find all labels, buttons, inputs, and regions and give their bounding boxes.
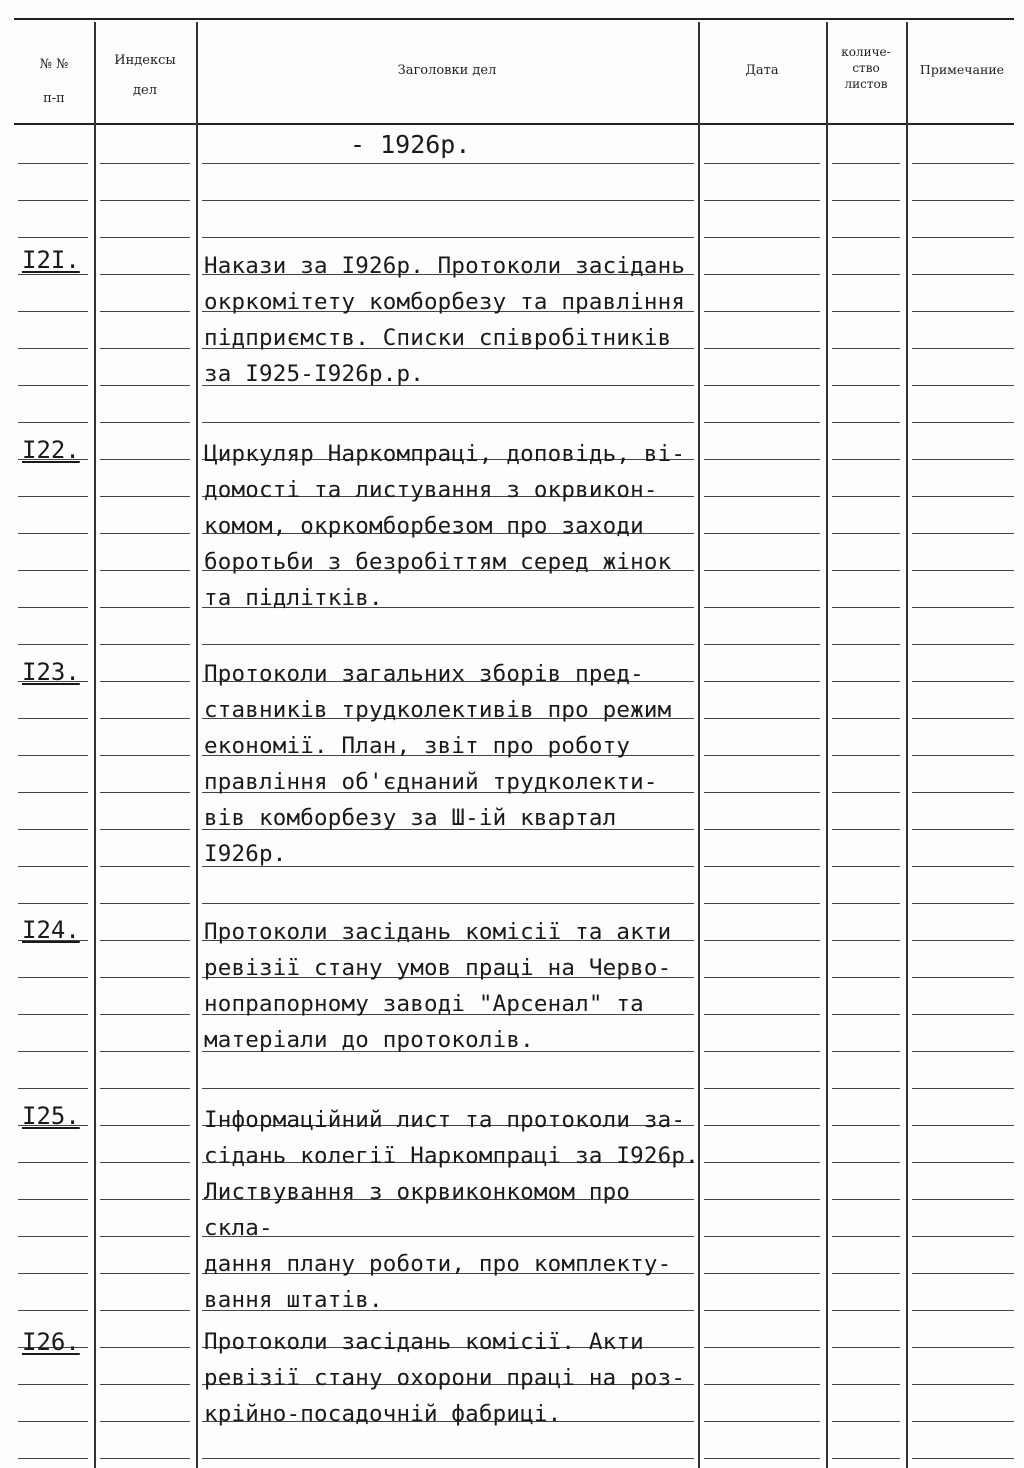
ruling-dash: [912, 348, 1014, 349]
ruling-dash: [832, 644, 900, 645]
ruling-dash: [704, 1421, 820, 1422]
ruling-dash: [100, 644, 190, 645]
ruling-dash: [100, 1347, 190, 1348]
ruling-dash: [832, 385, 900, 386]
ruling-dash: [100, 311, 190, 312]
ruling-dash: [100, 1162, 190, 1163]
ruling-dash: [100, 570, 190, 571]
ruling-dash: [912, 163, 1014, 164]
ruling-dash: [912, 1421, 1014, 1422]
ruling-dash: [100, 1384, 190, 1385]
ruling-dash: [704, 348, 820, 349]
ruling-dash: [832, 200, 900, 201]
ruling-dash: [100, 792, 190, 793]
ruling-dash: [704, 866, 820, 867]
ruling-dash: [704, 977, 820, 978]
ruling-dash: [18, 977, 88, 978]
ruling-dash: [18, 385, 88, 386]
header-col-num: № № п-п: [39, 57, 69, 106]
ruling-dash: [18, 1014, 88, 1015]
ruling-dash: [704, 1310, 820, 1311]
ruling-dash: [18, 200, 88, 201]
ruling-dash: [100, 1273, 190, 1274]
ruling-dash: [100, 163, 190, 164]
ruling-dash: [832, 348, 900, 349]
ruling-dash: [704, 1014, 820, 1015]
ruling-dash: [912, 829, 1014, 830]
ruling-dash: [832, 940, 900, 941]
ruling-dash: [100, 977, 190, 978]
ruling-dash: [912, 1458, 1014, 1459]
ruling-dash: [832, 1273, 900, 1274]
ruling-dash: [18, 1310, 88, 1311]
ruling-dash: [832, 792, 900, 793]
column-rule: [196, 22, 198, 1468]
ruling-dash: [18, 829, 88, 830]
ruling-dash: [912, 607, 1014, 608]
ruling-dash: [704, 496, 820, 497]
ruling-dash: [832, 1051, 900, 1052]
ruling-dash: [704, 422, 820, 423]
ruling-dash: [832, 570, 900, 571]
ruling-dash: [912, 274, 1014, 275]
ruling-dash: [100, 681, 190, 682]
ruling-dash: [832, 718, 900, 719]
entry-title: Інформаційний лист та протоколи за- сідань колегії Наркомпраці за I926р. Листвування з окрвиконкомом про скла- дання плану роботи, про комплекту- вання штатів.: [204, 1107, 699, 1313]
ruling-dash: [100, 274, 190, 275]
ruling-dash: [912, 1236, 1014, 1237]
ruling-dash: [704, 385, 820, 386]
ruling-dash: [100, 496, 190, 497]
table-top-border: [14, 18, 1014, 20]
ruling-dash: [202, 1458, 694, 1459]
entry-title: Протоколи загальних зборів пред- ставників трудколективів про режим економії. План, звіт про роботу правління об'єднаний трудколекти- вів комборбезу за Ш-ій квартал I926р.: [204, 661, 672, 867]
ruling-dash: [704, 1384, 820, 1385]
ruling-dash: [100, 1421, 190, 1422]
ruling-dash: [832, 274, 900, 275]
ruling-dash: [832, 1421, 900, 1422]
entry-number: I23.: [22, 658, 80, 686]
column-rule: [826, 22, 828, 1468]
ruling-dash: [100, 1088, 190, 1089]
ruling-dash: [704, 1236, 820, 1237]
ruling-dash: [832, 1199, 900, 1200]
ruling-dash: [912, 200, 1014, 201]
ruling-dash: [912, 1051, 1014, 1052]
ruling-dash: [100, 755, 190, 756]
ruling-dash: [100, 829, 190, 830]
ruling-dash: [832, 459, 900, 460]
ruling-dash: [18, 792, 88, 793]
ruling-dash: [202, 903, 694, 904]
ruling-dash: [100, 533, 190, 534]
header-col-sheets: количе- ство листов: [841, 45, 891, 91]
ruling-dash: [18, 348, 88, 349]
ruling-dash: [832, 1310, 900, 1311]
ruling-dash: [704, 1088, 820, 1089]
ruling-dash: [202, 644, 694, 645]
ruling-dash: [832, 829, 900, 830]
ruling-dash: [100, 903, 190, 904]
ruling-dash: [18, 1199, 88, 1200]
ruling-dash: [912, 533, 1014, 534]
ruling-dash: [100, 1458, 190, 1459]
ruling-dash: [832, 1347, 900, 1348]
ruling-dash: [912, 903, 1014, 904]
ruling-dash: [832, 1014, 900, 1015]
ruling-dash: [912, 459, 1014, 460]
entry-number: I24.: [22, 916, 80, 944]
ruling-dash: [100, 718, 190, 719]
ruling-dash: [912, 385, 1014, 386]
entry-number: I26.: [22, 1328, 80, 1356]
ruling-dash: [912, 422, 1014, 423]
ruling-dash: [100, 459, 190, 460]
ruling-dash: [832, 311, 900, 312]
ruling-dash: [832, 1384, 900, 1385]
ruling-dash: [832, 977, 900, 978]
ruling-dash: [704, 607, 820, 608]
ruling-dash: [912, 644, 1014, 645]
ruling-dash: [18, 718, 88, 719]
ruling-dash: [832, 496, 900, 497]
ruling-dash: [100, 866, 190, 867]
ruling-dash: [912, 1199, 1014, 1200]
ruling-dash: [18, 1162, 88, 1163]
ruling-dash: [912, 1384, 1014, 1385]
ruling-dash: [912, 1310, 1014, 1311]
ruling-dash: [18, 570, 88, 571]
ruling-dash: [912, 570, 1014, 571]
ruling-dash: [18, 533, 88, 534]
ruling-dash: [912, 977, 1014, 978]
ruling-dash: [704, 792, 820, 793]
ruling-dash: [100, 385, 190, 386]
ruling-dash: [18, 1384, 88, 1385]
ruling-dash: [18, 422, 88, 423]
ruling-dash: [100, 1236, 190, 1237]
ruling-dash: [202, 163, 694, 164]
ruling-dash: [202, 200, 694, 201]
ruling-dash: [18, 1088, 88, 1089]
ruling-dash: [704, 237, 820, 238]
year-heading: - 1926р.: [350, 130, 471, 159]
ruling-dash: [832, 903, 900, 904]
ruling-dash: [704, 1051, 820, 1052]
ruling-dash: [912, 1088, 1014, 1089]
entry-number: I22.: [22, 436, 80, 464]
ruling-dash: [100, 940, 190, 941]
ruling-dash: [18, 1051, 88, 1052]
ruling-dash: [912, 866, 1014, 867]
ruling-dash: [100, 1014, 190, 1015]
ruling-dash: [912, 311, 1014, 312]
ruling-dash: [832, 1088, 900, 1089]
ruling-dash: [912, 718, 1014, 719]
ruling-dash: [100, 1199, 190, 1200]
ruling-dash: [912, 496, 1014, 497]
ruling-dash: [18, 866, 88, 867]
ruling-dash: [704, 718, 820, 719]
ruling-dash: [704, 1125, 820, 1126]
ruling-dash: [832, 1162, 900, 1163]
header-col-title: Заголовки дел: [397, 63, 497, 78]
entry-number: I25.: [22, 1102, 80, 1130]
ruling-dash: [202, 422, 694, 423]
ruling-dash: [704, 163, 820, 164]
ruling-dash: [704, 570, 820, 571]
ruling-dash: [832, 866, 900, 867]
ruling-dash: [704, 755, 820, 756]
ruling-dash: [912, 681, 1014, 682]
ruling-dash: [832, 237, 900, 238]
ruling-dash: [832, 163, 900, 164]
ruling-dash: [18, 903, 88, 904]
ruling-dash: [832, 681, 900, 682]
ruling-dash: [832, 1458, 900, 1459]
ruling-dash: [704, 459, 820, 460]
ruling-dash: [912, 792, 1014, 793]
header-bottom-border: [14, 123, 1014, 125]
ruling-dash: [18, 1236, 88, 1237]
header-col-note: Примечание: [919, 62, 1005, 77]
ruling-dash: [912, 237, 1014, 238]
ruling-dash: [100, 348, 190, 349]
ruling-dash: [18, 607, 88, 608]
ruling-dash: [202, 237, 694, 238]
ruling-dash: [18, 644, 88, 645]
ruling-dash: [704, 311, 820, 312]
ruling-dash: [704, 940, 820, 941]
ruling-dash: [912, 1014, 1014, 1015]
header-col-date: Дата: [745, 63, 779, 78]
ruling-dash: [912, 1162, 1014, 1163]
ruling-dash: [704, 903, 820, 904]
ruling-dash: [100, 1310, 190, 1311]
ruling-dash: [202, 1088, 694, 1089]
ruling-dash: [912, 1125, 1014, 1126]
ruling-dash: [18, 1273, 88, 1274]
entry-title: Протоколи засідань комісії. Акти ревізії стану охорони праці на роз- крійно-посадочній фабриці.: [204, 1329, 686, 1427]
ruling-dash: [704, 200, 820, 201]
entry-number: I2I.: [22, 246, 80, 274]
ruling-dash: [18, 163, 88, 164]
ruling-dash: [704, 1458, 820, 1459]
ruling-dash: [912, 755, 1014, 756]
ruling-dash: [18, 755, 88, 756]
ruling-dash: [18, 1421, 88, 1422]
header-col-index: Индексы дел: [114, 53, 176, 98]
ruling-dash: [704, 1347, 820, 1348]
ruling-dash: [100, 237, 190, 238]
ruling-dash: [704, 681, 820, 682]
ruling-dash: [100, 607, 190, 608]
column-rule: [906, 22, 908, 1468]
ruling-dash: [18, 311, 88, 312]
entry-title: Циркуляр Наркомпраці, доповідь, ві- домості та листування з окрвикон- комом, окркомборбезом про заходи боротьби з безробіттям серед жінок та підлітків.: [204, 441, 686, 611]
ruling-dash: [832, 422, 900, 423]
ruling-dash: [18, 274, 88, 275]
entry-title: Протоколи засідань комісії та акти ревізії стану умов праці на Черво- нопрапорному заводі "Арсенал" та матеріали до протоколів.: [204, 919, 672, 1053]
ruling-dash: [704, 829, 820, 830]
ruling-dash: [912, 1273, 1014, 1274]
ruling-dash: [18, 496, 88, 497]
ruling-dash: [832, 533, 900, 534]
column-rule: [94, 22, 96, 1468]
ruling-dash: [704, 533, 820, 534]
ruling-dash: [18, 1458, 88, 1459]
ruling-dash: [100, 1125, 190, 1126]
ruling-dash: [18, 237, 88, 238]
ruling-dash: [832, 607, 900, 608]
ruling-dash: [704, 274, 820, 275]
ruling-dash: [832, 1236, 900, 1237]
ruling-dash: [100, 1051, 190, 1052]
ruling-dash: [704, 644, 820, 645]
ruling-dash: [832, 755, 900, 756]
ruling-dash: [100, 422, 190, 423]
ruling-dash: [704, 1199, 820, 1200]
ruling-dash: [832, 1125, 900, 1126]
ruling-dash: [704, 1273, 820, 1274]
ruling-dash: [704, 1162, 820, 1163]
ruling-dash: [912, 940, 1014, 941]
ruling-dash: [100, 200, 190, 201]
entry-title: Накази за I926р. Протоколи засідань окркомітету комборбезу та правління підприємств. Списки співробітників за I925-I926р.р.: [204, 253, 686, 387]
ruling-dash: [912, 1347, 1014, 1348]
